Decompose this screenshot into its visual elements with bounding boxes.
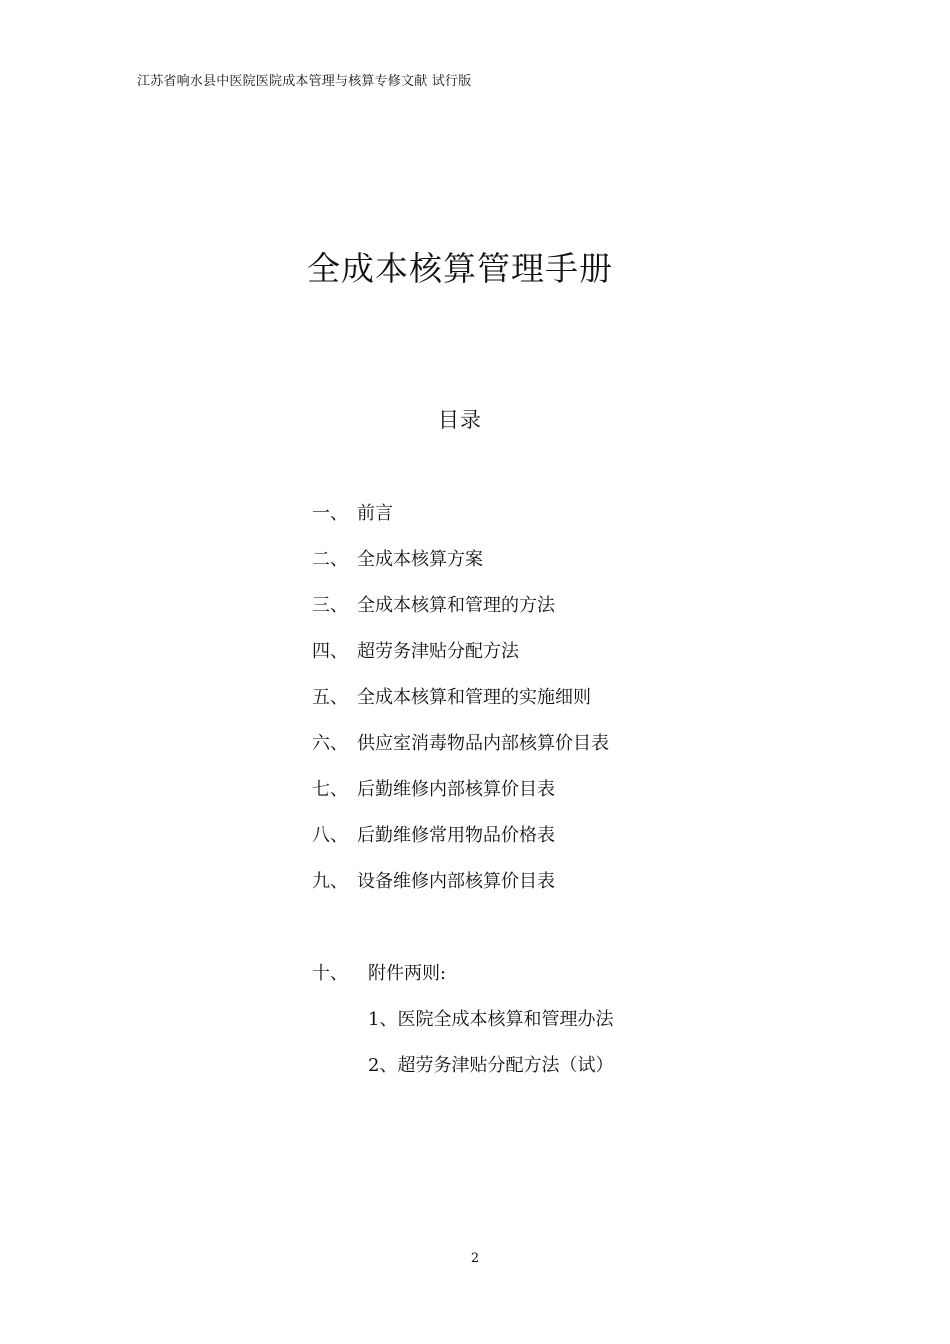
toc-item bbox=[312, 501, 393, 527]
toc-item-text: 全成本核算和管理的实施细则 bbox=[357, 687, 591, 708]
appendix-subitem: 2、超劳务津贴分配方法（试） bbox=[368, 1055, 614, 1076]
toc-item-number: 九、 bbox=[312, 871, 348, 892]
toc-item-number: 一、 bbox=[312, 503, 348, 524]
toc-item-number: 三、 bbox=[312, 595, 348, 616]
toc-item-text: 后勤维修常用物品价格表 bbox=[357, 825, 555, 846]
toc-item bbox=[312, 823, 555, 849]
toc-item-text: 供应室消毒物品内部核算价目表 bbox=[357, 733, 609, 754]
toc-item-text: 设备维修内部核算价目表 bbox=[357, 871, 555, 892]
toc-item-number: 八、 bbox=[312, 825, 348, 846]
toc-heading: 目录 bbox=[438, 408, 482, 432]
toc-item bbox=[312, 731, 609, 757]
toc-item-number: 五、 bbox=[312, 687, 348, 708]
toc-item bbox=[312, 639, 519, 665]
toc-item-number: 二、 bbox=[312, 549, 348, 570]
toc-item-text: 全成本核算和管理的方法 bbox=[357, 595, 555, 616]
toc-item-text: 前言 bbox=[357, 503, 393, 524]
toc-item bbox=[312, 685, 591, 711]
toc-appendix bbox=[312, 961, 446, 987]
toc-appendix-text: 附件两则: bbox=[368, 963, 447, 984]
running-header: 江苏省响水县中医院医院成本管理与核算专修文献 试行版 bbox=[137, 74, 472, 89]
toc-item-text: 全成本核算方案 bbox=[357, 549, 483, 570]
toc-item-number: 六、 bbox=[312, 733, 348, 754]
toc-item bbox=[312, 547, 483, 573]
appendix-subitem: 1、医院全成本核算和管理办法 bbox=[368, 1009, 614, 1030]
page-number: 2 bbox=[470, 1251, 480, 1266]
toc-item bbox=[312, 777, 555, 803]
toc-item-number: 四、 bbox=[312, 641, 348, 662]
toc-item bbox=[312, 593, 555, 619]
toc-item bbox=[312, 869, 555, 895]
toc-item-text: 后勤维修内部核算价目表 bbox=[357, 779, 555, 800]
toc-item-number: 七、 bbox=[312, 779, 348, 800]
document-title: 全成本核算管理手册 bbox=[307, 249, 613, 288]
toc-item-text: 超劳务津贴分配方法 bbox=[357, 641, 519, 662]
toc-appendix-number: 十、 bbox=[312, 963, 348, 984]
